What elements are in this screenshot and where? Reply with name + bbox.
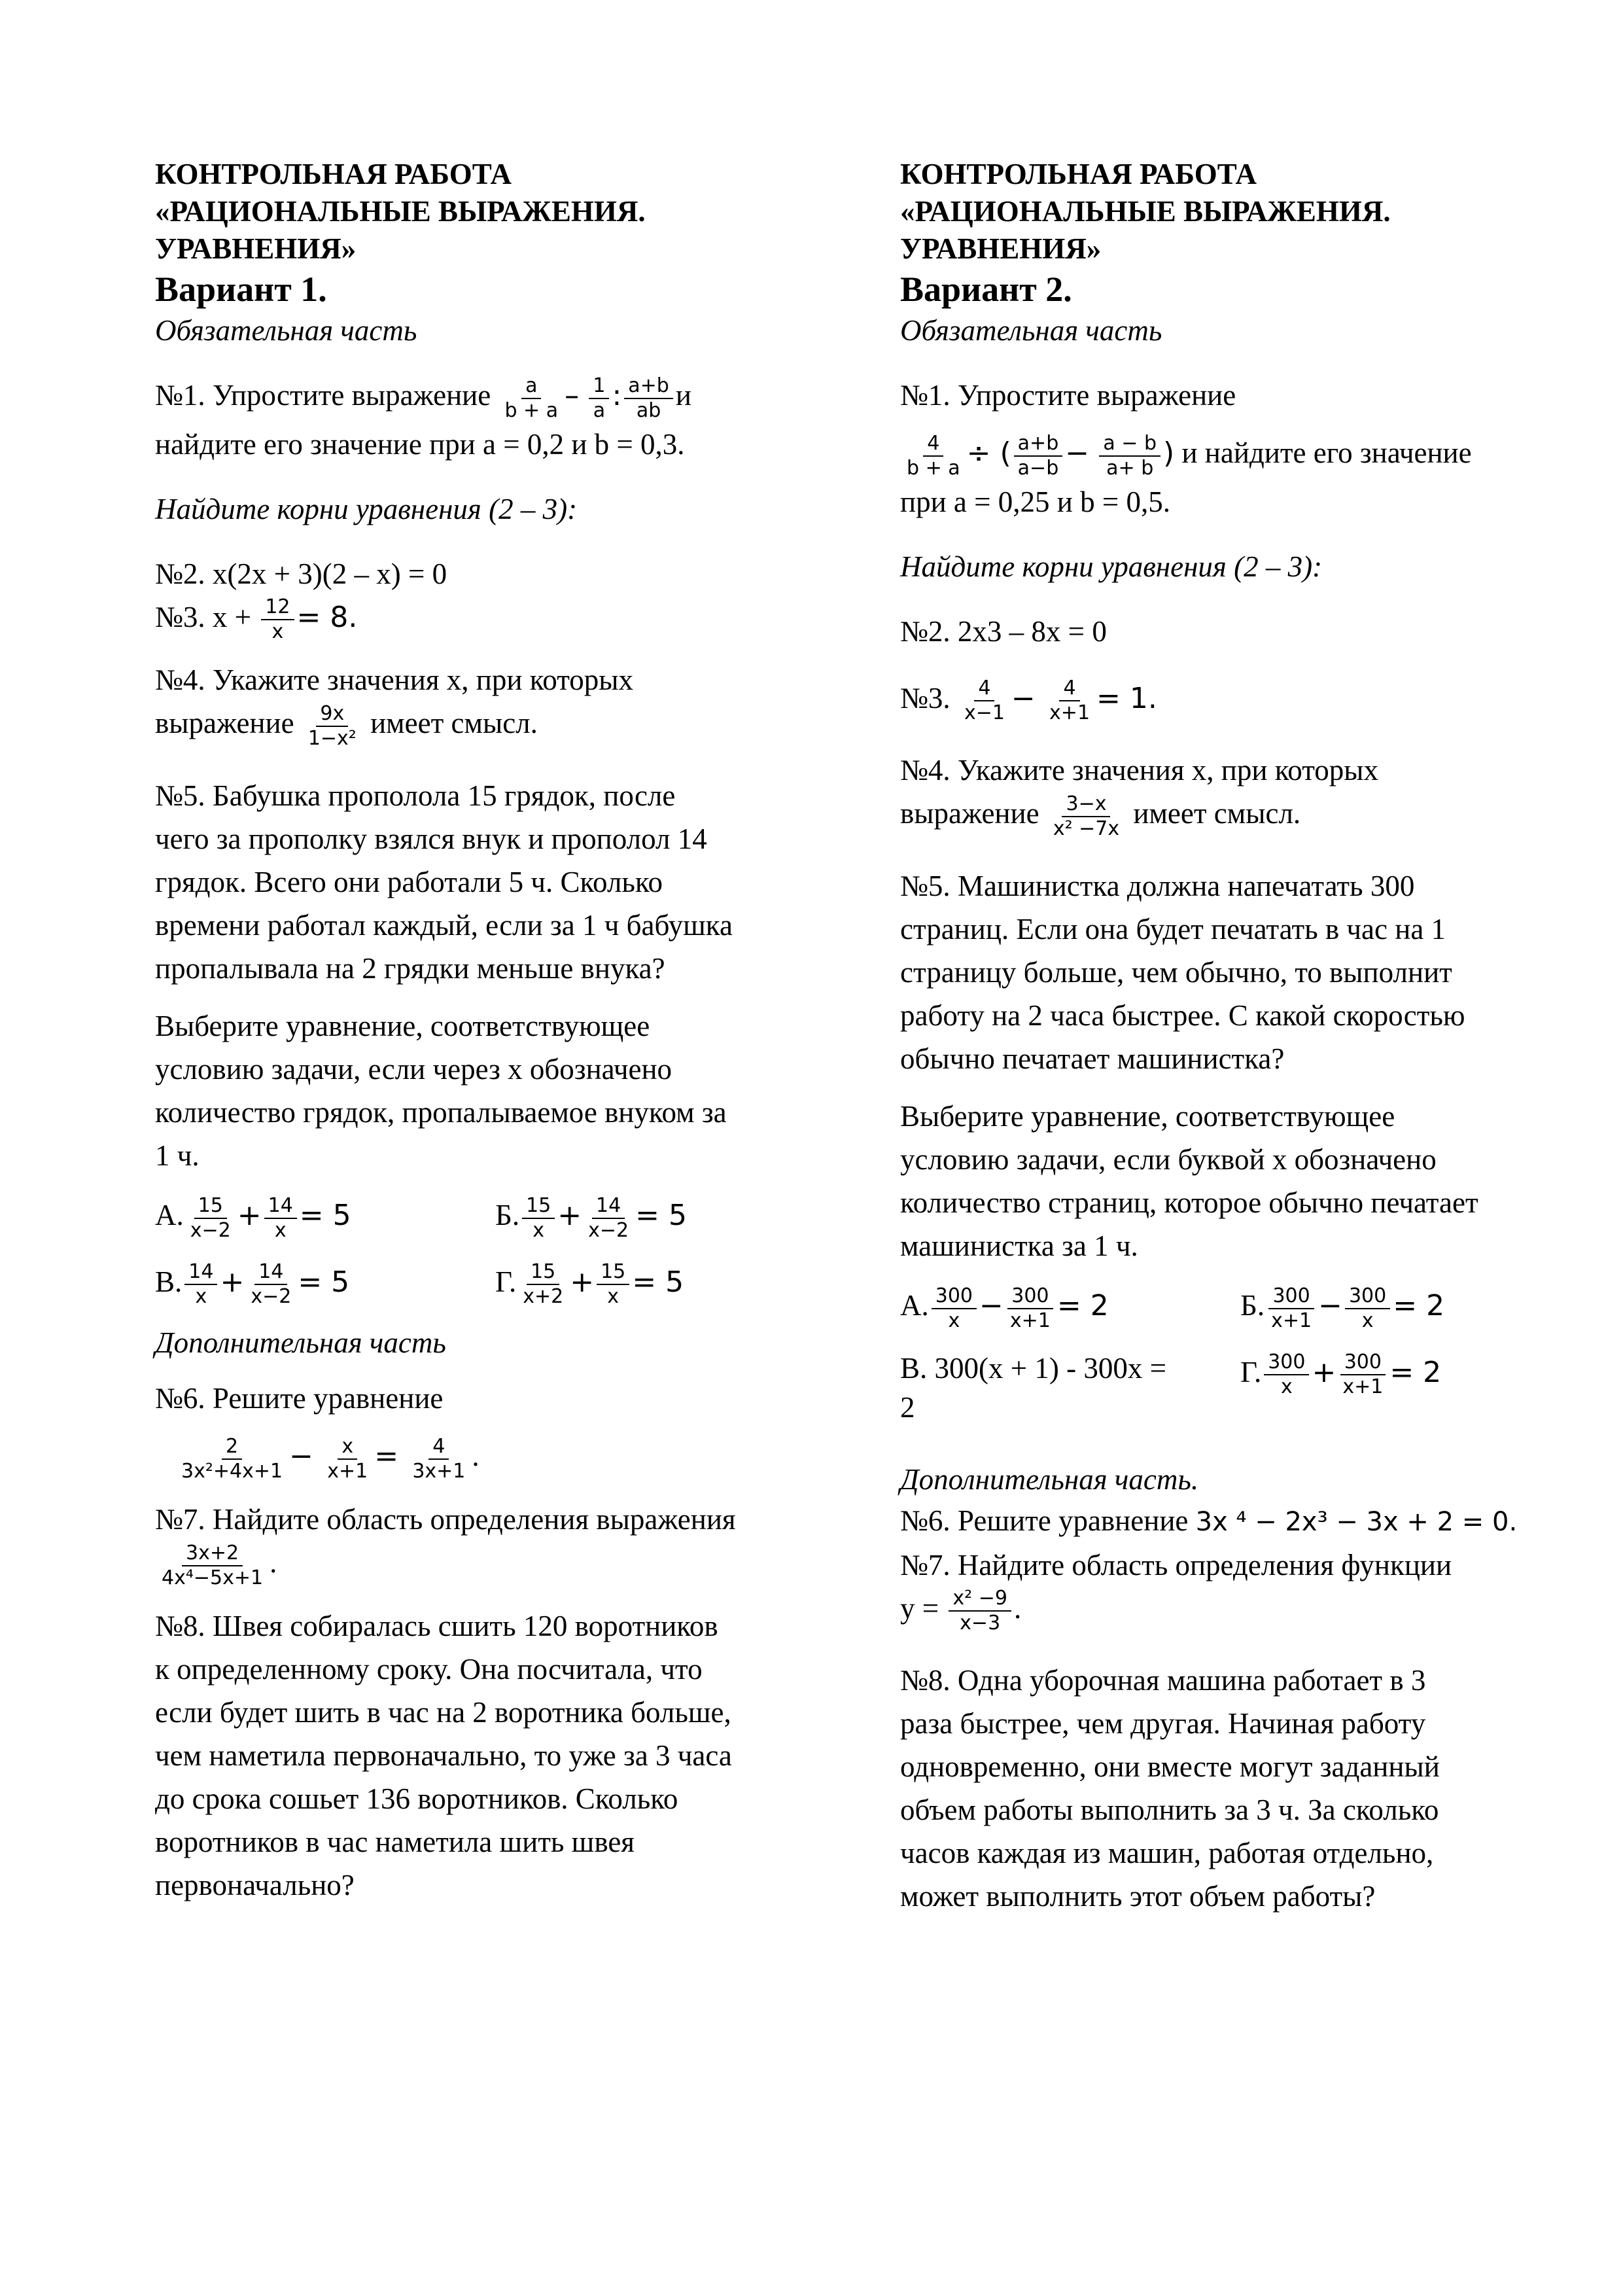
test-title-line-2: «РАЦИОНАЛЬНЫЕ ВЫРАЖЕНИЯ. [900,195,1391,228]
task-8-line-6: может выполнить этот объем работы? [900,1880,1376,1913]
answer-options [155,1192,829,1309]
task-5-line-2: страниц. Если она будет печатать в час на 1 [900,913,1446,946]
task-5-line-5: обычно печатает машинистка? [900,1042,1285,1076]
choose-line-2: условию задачи, если через x обозначено [155,1053,672,1086]
task-8-line-5: до срока сошьет 136 воротников. Сколько [155,1782,678,1815]
roots-hint: Найдите корни уравнения (2 – 3): [155,492,578,525]
task-5-line-3: грядок. Всего они работали 5 ч. Сколько [155,866,663,899]
task-8-line-3: если будет шить в час на 2 воротника больше, [155,1695,731,1729]
task-7-function: y = $\frac{\text{x² −9}}{x-3}$ . [900,1587,1022,1635]
task-6: №6. Решите уравнение [155,1382,444,1415]
answer-options [900,1282,1574,1427]
task-8-line-1: №8. Одна уборочная машина работает в 3 [900,1664,1426,1697]
choose-line-4: 1 ч. [155,1139,200,1173]
task-8-line-5: часов каждая из машин, работая отдельно, [900,1837,1434,1870]
task-8-line-4: чем наметила первоначально, то уже за 3 часа [155,1739,732,1772]
task-3: №3. $\frac{4}{x-1}$ − $\frac{4}{x+1}$ = 1. [900,677,1157,725]
task-5-line-3: страницу больше, чем обычно, то выполнит [900,956,1452,989]
variant-heading: Вариант 2. [900,270,1072,309]
task-6: №6. Решите уравнение 3x ⁴ − 2x³ − 3x + 2 = 0. [900,1504,1518,1537]
option-b: Б. $\frac{300}{x+1}$ − $\frac{300}{x}$ = 2 [1240,1284,1445,1332]
option-b: Б. $\frac{15}{x}$ + $\frac{14}{x-2}$ = 5 [495,1193,687,1242]
task-6-equation: $\frac{2}{\text{3x²+4x+1}}$ − $\frac{x}{x+1}$ = $\frac{4}{3x+1}$ . [181,1435,480,1483]
extra-part-label: Дополнительная часть [155,1326,446,1360]
task-2: №2. x(2x + 3)(2 – x) = 0 [155,557,447,590]
fraction: $\frac{a}{b + a}$ [504,374,559,422]
variant-1-column [155,156,829,1907]
fraction: $\frac{9x}{\text{1−x²}}$ [307,702,357,751]
option-g: Г. $\frac{15}{x+2}$ + $\frac{15}{x}$ = 5 [495,1260,684,1309]
task-4-cont: выражение $\frac{9x}{\text{1−x²}}$ имеет смысл. [155,702,538,751]
fraction: $\frac{a+b}{ab}$ [624,374,673,423]
task-3: №3. x + $\frac{12}{x}$ = 8. [155,595,358,644]
task-8-line-7: первоначально? [155,1868,355,1901]
task-1-cont: при a = 0,25 и b = 0,5. [900,485,1170,518]
fraction: $\frac{1}{a}$ [589,374,609,423]
task-7: №7. Найдите область определения выражения [155,1503,736,1536]
test-title-line-3: УРАВНЕНИЯ» [900,232,1102,265]
task-7-expression: $\frac{3x+2}{\text{4x⁴−5x+1}}$ . [162,1541,277,1589]
task-8-line-2: раза быстрее, чем другая. Начиная работу [900,1707,1426,1740]
option-g: Г. $\frac{300}{x}$ + $\frac{300}{x+1}$ = 2 [1240,1351,1442,1399]
option-v: В. 300(x + 1) - 300x = 2 [900,1351,1166,1424]
variant-2-column [900,156,1574,1918]
variant-heading: Вариант 1. [155,270,327,309]
task-4: №4. Укажите значения x, при которых [900,754,1379,787]
choose-line-3: количество грядок, пропалываемое внуком за [155,1096,727,1129]
option-v: В. $\frac{14}{x}$ + $\frac{14}{x-2}$ = 5 [155,1260,350,1309]
task-4: №4. Укажите значения x, при которых [155,663,634,697]
task-5-line-5: пропалывала на 2 грядки меньше внука? [155,952,665,985]
task-7: №7. Найдите область определения функции [900,1548,1452,1581]
task-8-line-3: одновременно, они вместе могут заданный [900,1750,1440,1784]
task-5-line-4: работу на 2 часа быстрее. С какой скоростью [900,999,1465,1033]
test-title-line-3: УРАВНЕНИЯ» [155,232,357,265]
choose-line-1: Выберите уравнение, соответствующее [155,1010,650,1043]
task-8-line-4: объем работы выполнить за 3 ч. За сколько [900,1793,1439,1827]
task-4-cont: выражение $\frac{3-x}{\text{x² −7x}}$ имеет смысл. [900,792,1301,841]
task-5-line-1: №5. Бабушка прополола 15 грядок, после [155,779,676,813]
task-2: №2. 2x3 – 8x = 0 [900,614,1107,648]
choose-line-3: количество страниц, которое обычно печатает [900,1186,1478,1220]
test-title-line-1: КОНТРОЛЬНАЯ РАБОТА [155,158,512,190]
task-8-line-1: №8. Швея собиралась сшить 120 воротников [155,1609,718,1642]
task-1: №1. Упростите выражение $\frac{a}{b + a}$ – $\frac{1}{a}$ : $\frac{a+b}{ab}$ и [155,374,691,422]
option-a: А. $\frac{15}{x-2}$ + $\frac{14}{x}$ = 5 [155,1193,351,1242]
task-5-line-2: чего за прополку взялся внук и прополол 14 [155,822,707,856]
choose-line-4: машинистка за 1 ч. [900,1229,1138,1263]
choose-line-2: условию задачи, если буквой x обозначено [900,1143,1437,1176]
task-5-line-1: №5. Машинистка должна напечатать 300 [900,870,1415,903]
task-1-expression: $\frac{4}{b + a}$ ÷ ( $\frac{a+b}{a-b}$ − $\frac{a - b}{a+ b}$ ) и найдите его значение [907,431,1472,480]
option-a: А. $\frac{300}{x}$ − $\frac{300}{x+1}$ = 2 [900,1284,1109,1332]
roots-hint: Найдите корни уравнения (2 – 3): [900,550,1323,583]
mandatory-part-label: Обязательная часть [155,314,417,347]
task-8-line-2: к определенному сроку. Она посчитала, что [155,1652,703,1686]
task-8-line-6: воротников в час наметила шить швея [155,1825,635,1858]
test-title-line-2: «РАЦИОНАЛЬНЫЕ ВЫРАЖЕНИЯ. [155,195,646,228]
fraction: $\frac{12}{x}$ [261,595,294,644]
extra-part-label: Дополнительная часть. [900,1462,1199,1496]
choose-line-1: Выберите уравнение, соответствующее [900,1100,1395,1133]
task-5-line-4: времени работал каждый, если за 1 ч бабушка [155,909,733,942]
mandatory-part-label: Обязательная часть [900,314,1162,347]
task-1-cont: найдите его значение при a = 0,2 и b = 0,3. [155,427,685,461]
test-title-line-1: КОНТРОЛЬНАЯ РАБОТА [900,158,1257,190]
task-1: №1. Упростите выражение [900,379,1236,412]
